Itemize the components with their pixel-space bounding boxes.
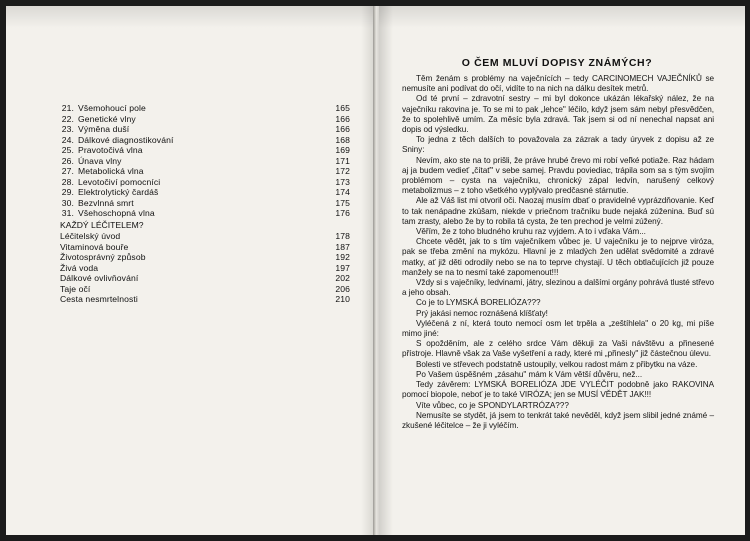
table-of-contents (60, 103, 350, 219)
paragraph: Nemusíte se stydět, já jsem to tenkrát také nevěděl, když jsem slibil jedné známé – zkušené léčitelce – že ji vyléčím. (402, 410, 714, 430)
toc-entry: Léčitelský úvod 178 (60, 231, 350, 241)
toc-entry-25: 25. Pravotočivá vlna 169 (61, 145, 350, 155)
toc-entry-21: 21. Všemohoucí pole 165 (61, 103, 350, 113)
section-heading: KAŽDÝ LÉČITELEM? (60, 220, 144, 230)
toc-entry: Cesta nesmrtelnosti 210 (60, 294, 350, 304)
paragraph: Ale až Váš list mi otvoril oči. Naozaj musím dbať o pravidelné vyprázdňovanie. Keď to tak nenápadne zkúšam, niekde v priečnom tračníku bude nejaká zúženina. Buď sú tam zrasty, alebo že by to robila tá cysta, že ten prechod je velmi zúžený. (402, 196, 714, 226)
toc-entry-24: 24. Dálkové diagnostikování 168 (61, 134, 350, 145)
paragraph: S opožděním, ale z celého srdce Vám děkuji za Vaši návštěvu a přinesené přístroje. Hlavně však za Vaše vyšetření a rady, které mi „přinesly" již částečnou úlevu. (402, 339, 714, 359)
toc-entry-22: 22. Genetické vlny 166 (61, 113, 350, 124)
paragraph: Prý jakási nemoc roznášená klíšťaty! (416, 308, 548, 318)
toc-entry: Dálkové ovlivňování 202 (60, 273, 350, 283)
paragraph: Bolesti ve střevech podstatně ustoupily, velkou radost mám z přibytku na váze. (416, 359, 698, 369)
paragraph: Věřím, že z toho bludného kruhu raz vyjdem. A to i vďaka Vám... (416, 227, 646, 237)
right-page (379, 6, 745, 535)
page-edge-shadow (6, 6, 375, 28)
left-page (6, 6, 376, 535)
toc-entry-26: 26. Únava vlny 171 (61, 155, 350, 166)
paragraph: Co je to LYMSKÁ BORELIÓZA??? (416, 298, 541, 308)
chapter-title: O ČEM MLUVÍ DOPISY ZNÁMÝCH? (461, 57, 653, 69)
body-text (402, 74, 714, 431)
toc-entry: Živá voda 197 (60, 262, 350, 273)
page-edge-shadow (379, 6, 745, 28)
toc-entry-23: 23. Výměna duší 166 (61, 124, 350, 134)
paragraph: Od té první – zdravotní sestry – mi byl dokonce ukázán lékařský nález, že na vaječníku rakovina je. To se mi to pak „lehce" léčilo, když jsem sám nebyl přesvědčen, že to spolehlivě umím. Za měsíc byla zdravá. Tak jsem si od ní nenechal napsat ani dopis od výsledku. (402, 94, 714, 135)
toc-entry: Životosprávný způsob 192 (60, 252, 350, 262)
paragraph: Víte vůbec, co je SPONDYLARTRÓZA??? (416, 400, 569, 410)
paragraph: To jedna z těch dalších to považovala za zázrak a tady úryvek z dopisu až ze Sniny: (402, 135, 714, 155)
toc-entry: Taje očí 206 (60, 283, 350, 294)
paragraph: Vždy si s vaječníky, ledvinami, játry, slezinou a dalšími orgány pohrává tlusté střevo a jeho obsah. (402, 278, 715, 298)
toc-entry-27: 27. Metabolická vlna 172 (61, 166, 350, 176)
paragraph: Vyléčená z ní, která touto nemocí osm let trpěla a „zeštíhlela" o 20 kg, mi píše mimo jiné: (402, 318, 714, 339)
paragraph: Těm ženám s problémy na vaječnících – tedy CARCINOMECH VAJEČNÍKŮ se nemusíte ani podívat do očí, vidíte to na nich na dálku desítek metrů. (402, 74, 714, 94)
paragraph: Po Vašem úspěšném „zásahu" mám k Vám větší důvěru, než... (416, 369, 643, 379)
spine-shadow (379, 6, 393, 535)
toc-entry-31: 31. Všehoschopná vlna 176 (61, 208, 350, 218)
toc-entry-29: 29. Elektrolytický čardáš 174 (61, 187, 350, 197)
toc-entry: Vitaminová bouře 187 (60, 241, 350, 252)
paragraph: Chcete vědět, jak to s tím vaječníkem vůbec je. U vaječníku je to nejprve viróza, pak se třeba změní na mykózu. Hlavní je z mladých žen udělat svědomité a zdravé matky, ať již děti odrodily nebo se na to teprve chystají. U těch obtlačujících již pouze manžely se na to nesmí také zapomenout!!! (402, 237, 714, 277)
paragraph: Tedy závěrem: LYMSKÁ BORELIÓZA JDE VYLÉČIT podobně jako RAKOVINA pomocí biopole, neboť je to také VIRÓZA; jen se MUSÍ VĚDĚT JAK!!! (402, 380, 714, 400)
table-of-contents-section (60, 220, 350, 305)
toc-entry-30: 30. Bezvlnná smrt 175 (61, 197, 350, 208)
toc-entry-28: 28. Levotočiví pomocníci 173 (61, 176, 350, 187)
paragraph: Nevím, ako ste na to prišli, že práve hrubé črevo mi robí veľké potiaže. Raz hádam aj ja budem vedieť „čítať" v sebe samej. Pravdu poviediac, trápila som sa s tým svojím problémom – cysta na vaječníku, chronický zápal ledvín, narušený celkový metabolizmus – z toho všetkého vyplývalo predčasné stárnutie. (402, 155, 714, 196)
